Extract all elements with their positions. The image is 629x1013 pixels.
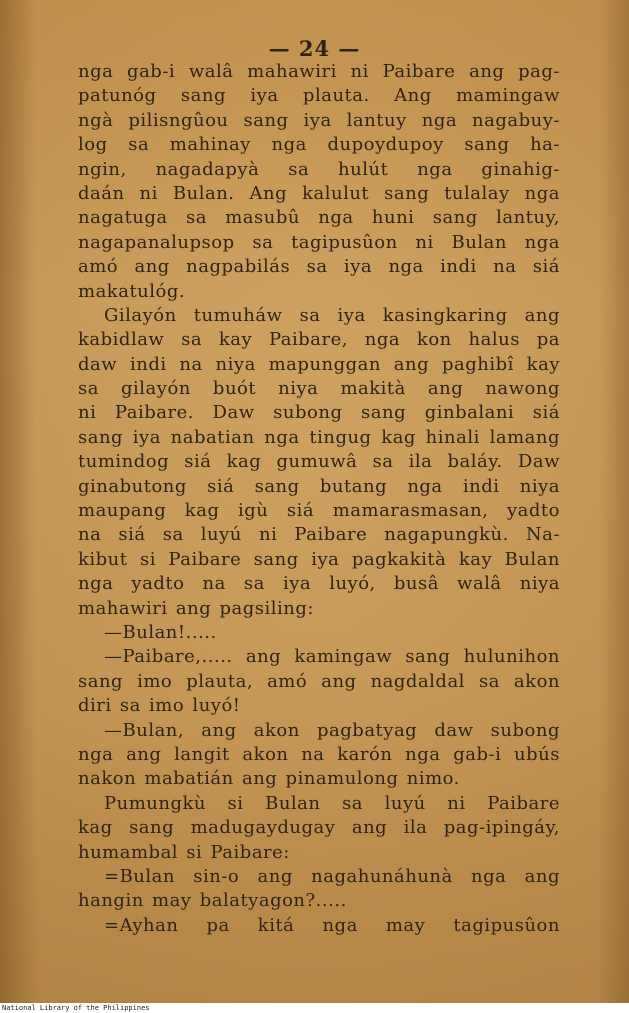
text-line: ni Paibare. Daw subong sang ginbalani siá xyxy=(78,402,560,424)
text-line: mahawiri ang pagsiling: xyxy=(78,597,314,619)
text-line: nga gab-i walâ mahawiri ni Paibare ang pag- xyxy=(78,61,560,82)
text-line: diri sa imo luyó! xyxy=(78,695,241,717)
text-line: sa gilayón buót niya makità ang nawong xyxy=(78,378,560,400)
text-line: nga ang langit akon na karón nga gab-i ubús xyxy=(78,743,560,765)
page-number: — 24 — xyxy=(268,36,361,61)
text-line: ngin, nagadapyà sa hulút nga ginahig- xyxy=(78,158,560,180)
text-line: patunóg sang iya plauta. Ang mamingaw xyxy=(78,85,560,107)
text-line: ngà pilisngûou sang iya lantuy nga nagabuy- xyxy=(78,109,560,131)
text-line: nagapanalupsop sa tagipusûon ni Bulan nga xyxy=(78,231,560,253)
text-line: ginabutong siá sang butang nga indi niya xyxy=(78,475,560,497)
text-line: Pumungkù si Bulan sa luyú ni Paibare xyxy=(104,792,560,814)
text-line: sang imo plauta, amó ang nagdaldal sa akon xyxy=(78,670,560,692)
text-line: log sa mahinay nga dupoydupoy sang ha- xyxy=(78,134,560,156)
text-line: =Bulan sin-o ang nagahunáhunà nga ang xyxy=(104,865,560,887)
text-line: kag sang madugaydugay ang ila pag-ipingáy, xyxy=(78,817,560,839)
text-line: —Bulan, ang akon pagbatyag daw subong xyxy=(104,719,560,741)
text-line: na siá sa luyú ni Paibare nagapungkù. Na- xyxy=(78,524,560,546)
text-line: =Ayhan pa kitá nga may tagipusûon xyxy=(104,914,560,936)
text-line: makatulóg. xyxy=(78,280,186,302)
text-line: maupang kag igù siá mamarasmasan, yadto xyxy=(78,500,560,522)
text-line: daw indi na niya mapunggan ang paghibî kay xyxy=(78,353,560,375)
text-line: nga yadto na sa iya luyó, busâ walâ niya xyxy=(78,573,560,595)
text-line: humambal si Paibare: xyxy=(78,841,290,863)
text-line: Gilayón tumuháw sa iya kasingkaring ang xyxy=(104,304,560,326)
text-line: nagatuga sa masubû nga huni sang lantuy, xyxy=(78,207,560,229)
library-credit: National Library of the Philippines xyxy=(2,1004,150,1012)
text-line: hangin may balatyagon?..... xyxy=(78,890,347,912)
text-line: sang iya nabatian nga tingug kag hinali lamang xyxy=(78,426,560,448)
body-text xyxy=(78,60,560,938)
text-line: —Bulan!..... xyxy=(104,621,217,643)
text-line: daán ni Bulan. Ang kalulut sang tulalay nga xyxy=(78,182,560,204)
text-line: —Paibare,..... ang kamingaw sang hulunihon xyxy=(104,646,560,668)
text-line: tumindog siá kag gumuwâ sa ila baláy. Daw xyxy=(78,451,560,473)
text-line: amó ang nagpabilás sa iya nga indi na siá xyxy=(78,256,560,278)
text-line: kabidlaw sa kay Paibare, nga kon halus pa xyxy=(78,329,560,351)
text-line: nakon mabatián ang pinamulong nimo. xyxy=(78,768,460,790)
text-line: kibut si Paibare sang iya pagkakità kay Bulan xyxy=(78,548,560,570)
